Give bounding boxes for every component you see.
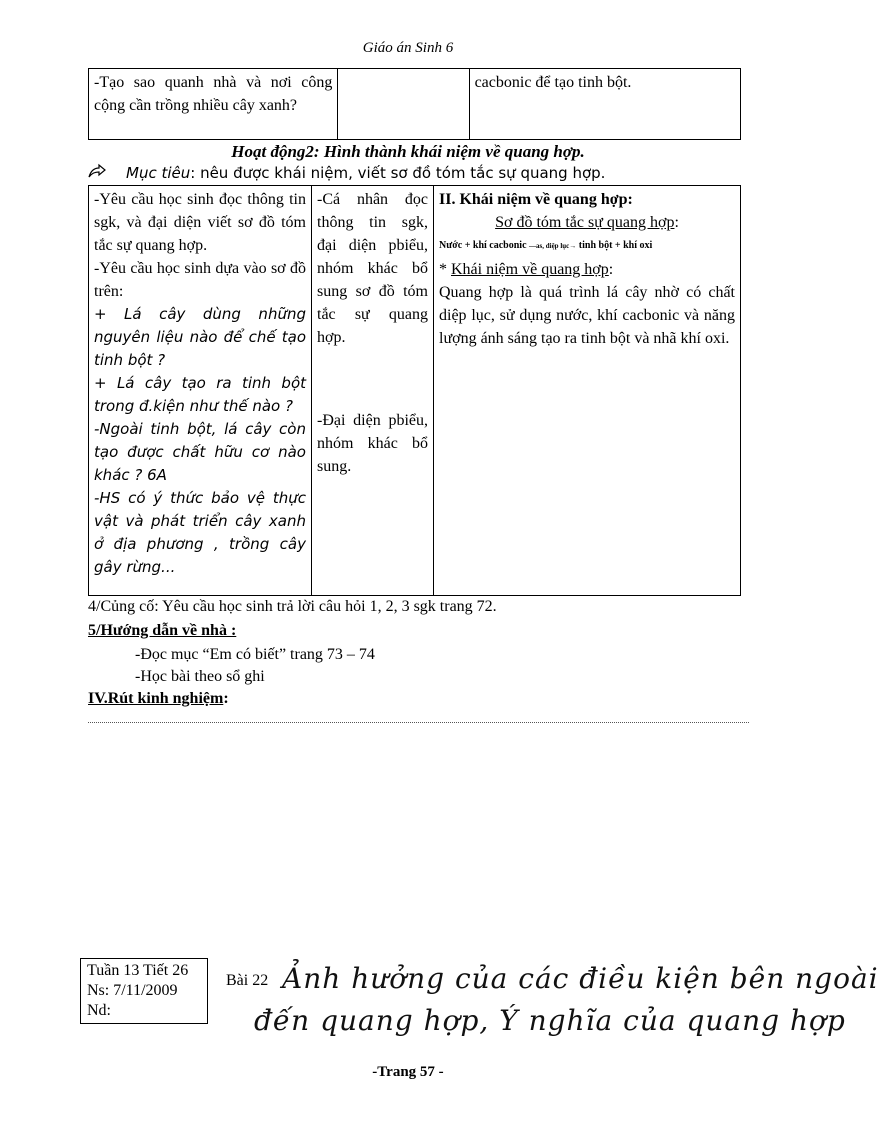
top-table-col3: cacbonic để tạo tinh bột. — [469, 69, 740, 140]
equation-arrow: —as, diệp lục→ — [529, 242, 577, 250]
top-table — [88, 68, 741, 140]
content-heading: II. Khái niệm về quang hợp: — [439, 191, 633, 208]
lesson-nd: Nd: — [87, 1002, 111, 1019]
lesson-info-box — [80, 958, 208, 1024]
concept-text: Quang hợp là quá trình lá cây nhờ có chất diệp lục, sử dụng nước, khí cacbonic và năng lượng ánh sáng tạo ra tinh bột và nhã khí oxi. — [439, 284, 735, 347]
lesson-number: Bài 22 — [226, 972, 269, 989]
homework-item: -Học bài theo sổ ghi — [135, 668, 265, 685]
top-table-col1: -Tạo sao quanh nhà và nơi công cộng cần trồng nhiều cây xanh? — [89, 69, 338, 140]
content-column — [434, 186, 741, 596]
top-table-col2 — [338, 69, 469, 140]
teacher-item: -Ngoài tinh bột, lá cây còn tạo được chất hữu cơ nào khác ? 6A — [94, 420, 306, 484]
teacher-item: + Lá cây dùng những nguyên liệu nào để chế tạo tinh bột ? — [94, 305, 306, 369]
main-table — [88, 185, 741, 596]
lesson-title-line2: đến quang hợp, Ý nghĩa của quang hợp — [254, 1004, 846, 1037]
notes-line — [88, 722, 749, 723]
homework-item: -Đọc mục “Em có biết” trang 73 – 74 — [135, 646, 375, 663]
page-header: Giáo án Sinh 6 — [362, 40, 454, 56]
equation — [439, 234, 735, 258]
teacher-item: + Lá cây tạo ra tinh bột trong đ.kiện như thế nào ? — [94, 374, 306, 415]
diagram-title: Sơ đồ tóm tắc sự quang hợp: — [495, 214, 679, 231]
teacher-item: -HS có ý thức bảo vệ thực vật và phát triển cây xanh ở địa phương , trồng cây gây rừng... — [94, 489, 306, 576]
objective-line — [88, 162, 605, 185]
experience-heading: IV.Rút kinh nghiệm: — [88, 690, 229, 707]
consolidation: 4/Củng cố: Yêu cầu học sinh trả lời câu hỏi 1, 2, 3 sgk trang 72. — [88, 598, 497, 615]
teacher-column — [89, 186, 312, 596]
equation-left: Nước + khí cacbonic — [439, 240, 527, 251]
lesson-date: Ns: 7/11/2009 — [87, 982, 178, 999]
activity-heading: Hoạt động2: Hình thành khái niệm về quang hợp. — [231, 142, 585, 161]
concept-title: * Khái niệm về quang hợp: — [439, 261, 614, 278]
page-number: -Trang 57 - — [372, 1064, 444, 1080]
objective-text: : nêu được khái niệm, viết sơ đồ tóm tắc sự quang hợp. — [190, 164, 606, 182]
objective-label: Mục tiêu — [126, 164, 191, 182]
student-item: -Cá nhân đọc thông tin sgk, đại diện pbiểu, nhóm khác bổ sung sơ đồ tóm tắc sự quang hợp. — [317, 191, 428, 346]
equation-right: tinh bột + khí oxi — [578, 240, 653, 251]
teacher-item: -Yêu cầu học sinh đọc thông tin sgk, và đại diện viết sơ đồ tóm tắc sự quang hợp. — [94, 191, 306, 254]
lesson-week: Tuần 13 Tiết 26 — [87, 962, 189, 979]
pointer-icon — [88, 164, 108, 183]
homework-heading: 5/Hướng dẫn về nhà : — [88, 622, 237, 639]
lesson-title-line1: Ảnh hưởng của các điều kiện bên ngoài — [282, 962, 879, 995]
student-item: -Đại diện pbiểu, nhóm khác bổ sung. — [317, 412, 428, 475]
teacher-item: -Yêu cầu học sinh dựa vào sơ đồ trên: — [94, 260, 306, 300]
student-column — [312, 186, 434, 596]
